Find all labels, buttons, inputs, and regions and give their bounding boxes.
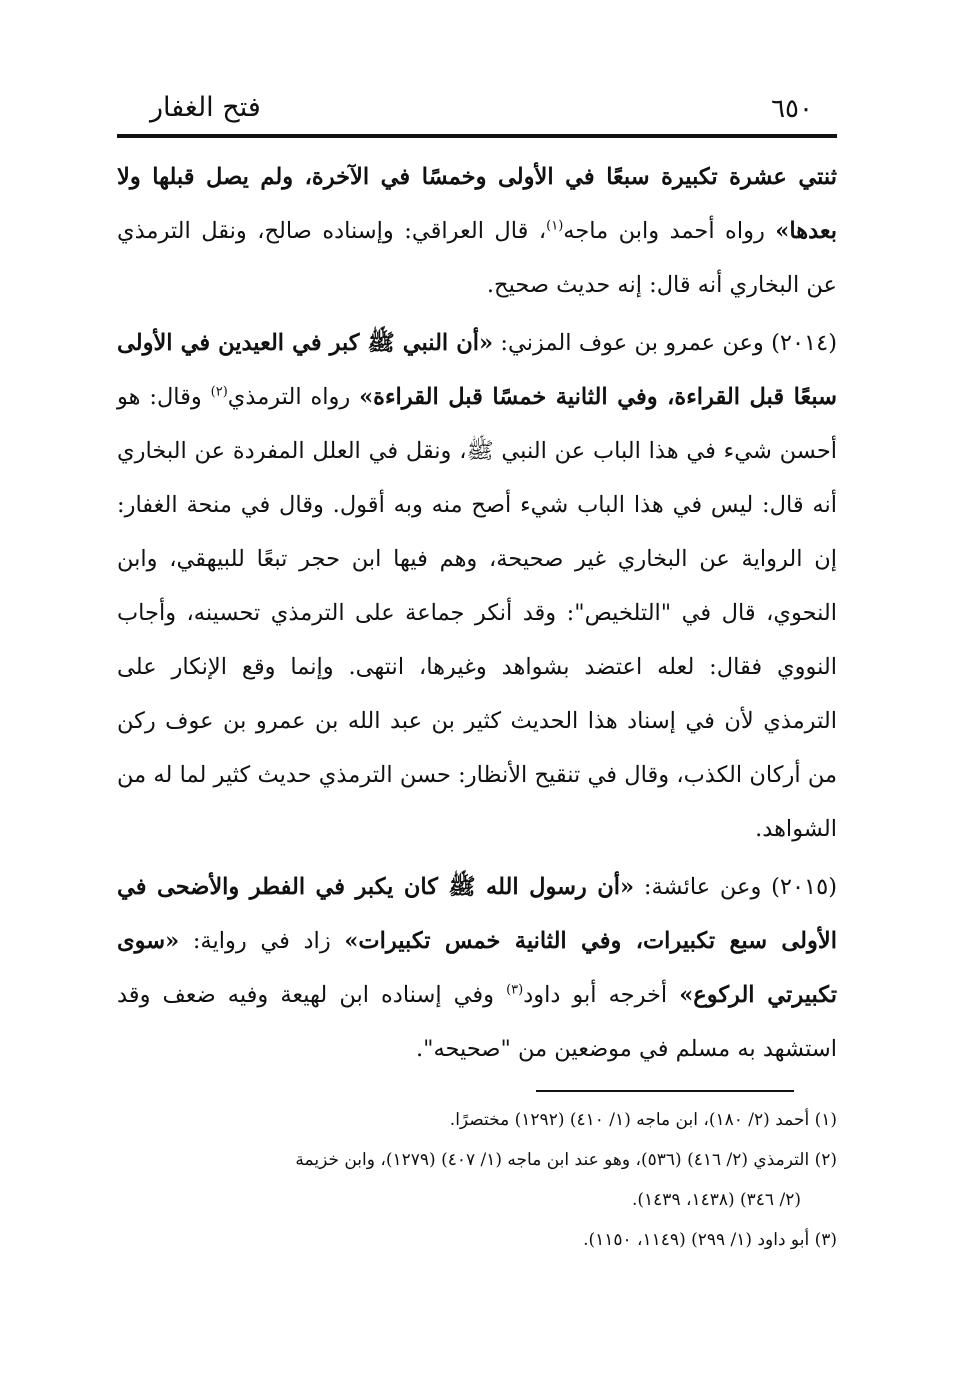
paragraph-text: زاد في رواية: bbox=[179, 928, 345, 954]
footnote-ref-1[interactable]: (١) bbox=[546, 218, 564, 234]
paragraph-text: أخرجه أبو داود bbox=[523, 982, 680, 1008]
footnote-ref-2[interactable]: (٢) bbox=[210, 384, 228, 400]
paragraph-2014 bbox=[117, 316, 837, 856]
hadith-quote: «أن النبي ﷺ كبر في العيدين في الأولى سبعًا قبل القراءة، وفي الثانية خمسًا قبل القراءة» bbox=[117, 330, 837, 410]
footnote-3: (٣) أبو داود (١/ ٢٩٩) (١١٤٩، ١١٥٠). bbox=[583, 1230, 837, 1250]
paragraph-text: وقال: هو أحسن شيء في هذا الباب عن النبي ﷺ، ونقل في العلل المفردة عن البخاري أنه قال: ليس في هذا الباب شيء أصح منه وبه أقول. وقال في منحة الغفار: إن الرواية عن البخاري غير صحيحة، وهم فيها ابن حجر تبعًا للبيهقي، وابن النحوي، قال في "التلخيص": وقد أنكر جماعة على الترمذي تحسينه، وأجاب النووي فقال: لعله اعتضد بشواهد وغيرها، انتهى. وإنما وقع الإنكار على الترمذي لأن في إسناد هذا الحديث كثير بن عبد الله بن عمرو بن عوف ركن من أركان الكذب، وقال في تنقيح الأنظار: حسن الترمذي حديث كثير لما له من الشواهد. bbox=[117, 384, 837, 842]
main-text bbox=[117, 150, 837, 1076]
header-rule bbox=[117, 134, 837, 138]
footnote-separator bbox=[536, 1090, 794, 1092]
running-title: فتح الغفار bbox=[150, 92, 261, 123]
paragraph-2015 bbox=[117, 860, 837, 1076]
paragraph-text: وعن عمرو بن عوف المزني: bbox=[493, 330, 772, 356]
hadith-number: (٢٠١٥) bbox=[771, 874, 837, 900]
footnote-1: (١) أحمد (٢/ ١٨٠)، ابن ماجه (١/ ٤١٠) (١٢٩٢) مختصرًا. bbox=[449, 1110, 837, 1130]
hadith-quote-addition: «سوى تكبيرتي الركوع» bbox=[117, 928, 837, 1008]
hadith-quote: ثنتي عشرة تكبيرة سبعًا في الأولى وخمسًا في الآخرة، ولم يصل قبلها ولا بعدها» bbox=[117, 164, 837, 244]
hadith-quote: «أن رسول الله ﷺ كان يكبر في الفطر والأضحى في الأولى سبع تكبيرات، وفي الثانية خمس تكبيرات» bbox=[117, 874, 837, 954]
paragraph-text: وعن عائشة: bbox=[634, 874, 772, 900]
paragraph-text: ، قال العراقي: وإسناده صالح، ونقل الترمذي عن البخاري أنه قال: إنه حديث صحيح. bbox=[117, 218, 837, 298]
footnote-2-continued: (٢/ ٣٤٦) (١٤٣٨، ١٤٣٩). bbox=[632, 1190, 801, 1210]
hadith-number: (٢٠١٤) bbox=[771, 330, 838, 356]
paragraph-text: رواه أحمد وابن ماجه bbox=[563, 218, 776, 244]
footnote-2: (٢) الترمذي (٢/ ٤١٦) (٥٣٦)، وهو عند ابن ماجه (١/ ٤٠٧) (١٢٧٩)، وابن خزيمة bbox=[295, 1150, 837, 1170]
footnote-ref-3[interactable]: (٣) bbox=[506, 982, 524, 998]
page-number: ٦٥٠ bbox=[771, 94, 813, 124]
paragraph-1 bbox=[117, 150, 837, 312]
paragraph-text: وفي إسناده ابن لهيعة وفيه ضعف وقد استشهد به مسلم في موضعين من "صحيحه". bbox=[117, 982, 837, 1062]
paragraph-text: رواه الترمذي bbox=[227, 384, 360, 410]
footnotes bbox=[117, 1100, 837, 1260]
